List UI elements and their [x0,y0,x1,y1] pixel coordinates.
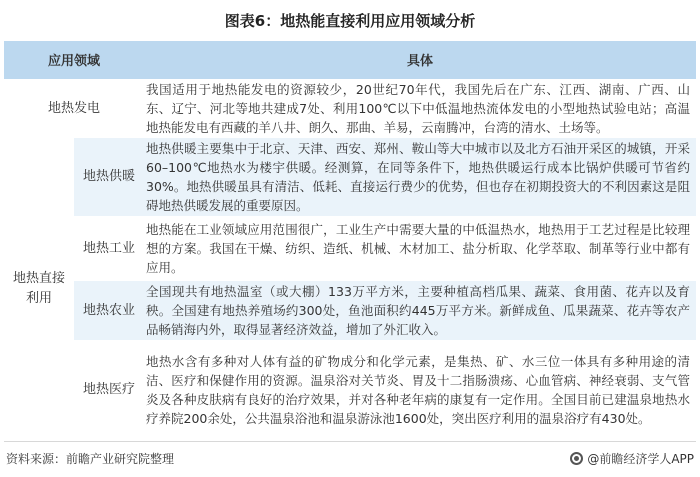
header-detail: 具体 [144,41,696,79]
footer-divider [4,441,696,442]
sub-agriculture: 地热农业 [74,281,144,340]
detail-agriculture: 全国现共有地热温室（或大棚）133万平方米，主要种植高档瓜果、蔬菜、食用菌、花卉以及育秧。全国建有地热养殖场约300处，鱼池面积约445万平方米。新鲜成鱼、瓜果蔬菜、花卉等农产品畅销海内外，取得显著经济效益，增加了外汇收入。 [144,281,696,340]
sub-medical: 地热医疗 [74,340,144,440]
table-row [4,79,696,138]
application-table [4,41,696,440]
direct-use-label: 地热直接利用 [12,270,65,306]
field-direct-use [4,138,74,440]
table-row [4,340,696,440]
detail-industry: 地热能在工业领域应用范围很广，工业生产中需要大量的中低温热水，地热用于工艺过程是比较理想的方案。我国在干燥、纺织、造纸、机械、木材加工、盐分析取、化学萃取、制革等行业中都有应用。 [144,216,696,281]
header-field: 应用领域 [4,41,144,79]
table-row [4,216,696,281]
page-title: 图表6：地热能直接利用应用领域分析 [224,12,476,30]
field-geothermal-power: 地热发电 [4,79,144,138]
brand-credit [570,450,694,467]
sub-heating: 地热供暖 [74,138,144,216]
table-row [4,138,696,216]
source-note: 资料来源：前瞻产业研究院整理 [6,452,175,466]
brand-text: @前瞻经济学人APP [587,452,694,466]
sub-industry: 地热工业 [74,216,144,281]
table-header-row [4,41,696,79]
table-row [4,281,696,340]
detail-medical: 地热水含有多种对人体有益的矿物成分和化学元素，是集热、矿、水三位一体具有多种用途的清洁、医疗和保健作用的资源。温泉浴对关节炎、胃及十二指肠溃疡、心血管病、神经衰弱、支气管炎及各种皮肤病有良好的治疗效果，并对各种老年病的康复有一定作用。全国目前已建温泉地热水疗养院200余处，公共温泉浴池和温泉游泳池1600处，突出医疗利用的温泉浴疗有430处。 [144,340,696,440]
detail-geothermal-power: 我国适用于地热能发电的资源较少，20世纪70年代，我国先后在广东、江西、湖南、广西、山东、辽宁、河北等地共建成7处、利用100℃以下中低温地热流体发电的小型地热试验电站；高温地热能发电有西藏的羊八井、朗久、那曲、羊易，云南腾冲，台湾的清水、土场等。 [144,79,696,138]
brand-logo-icon [570,452,583,465]
detail-heating: 地热供暖主要集中于北京、天津、西安、郑州、鞍山等大中城市以及北方石油开采区的城镇，开采60–100℃地热水为楼宇供暖。经测算，在同等条件下，地热供暖运行成本比锅炉供暖可节省约30%。地热供暖虽具有清洁、低耗、直接运行费少的优势，但也存在初期投资大的不利因素这是阻碍地热供暖发展的重要原因。 [144,138,696,216]
